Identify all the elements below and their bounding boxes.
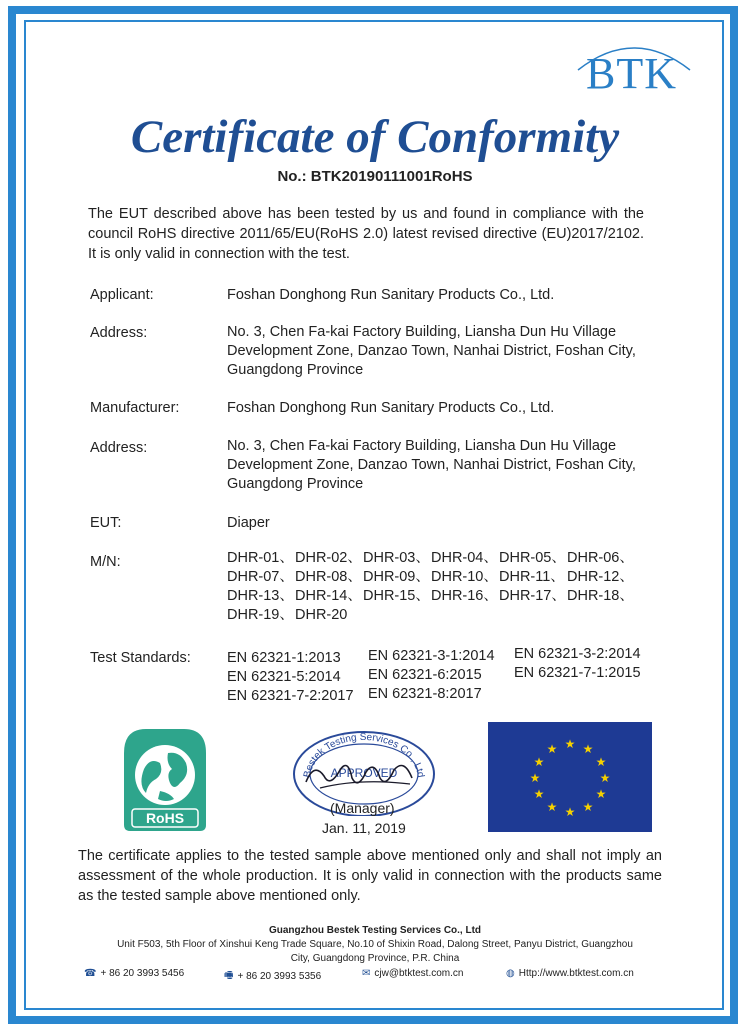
standards-label: Test Standards:	[90, 650, 191, 666]
model-number: DHR-18、	[567, 588, 634, 604]
manufacturer-value: Foshan Donghong Run Sanitary Products Co., Ltd.	[227, 400, 555, 416]
model-list	[227, 549, 647, 625]
footer-company: Guangzhou Bestek Testing Services Co., Ltd	[268, 925, 482, 936]
svg-text:★: ★	[546, 800, 558, 814]
manufacturer-address-value: No. 3, Chen Fa-kai Factory Building, Liansha Dun Hu Village Development Zone, Danzao Town, Nanhai District, Foshan City, Guangdong Province	[227, 438, 636, 492]
model-number: DHR-19、	[227, 607, 294, 623]
fax-text: + 86 20 3993 5356	[237, 971, 322, 982]
model-number: DHR-12、	[567, 569, 634, 585]
svg-text:★: ★	[564, 737, 576, 751]
model-number: DHR-11、	[499, 569, 565, 585]
standards-column	[227, 649, 354, 706]
certificate-title: Certificate of Conformity	[130, 111, 620, 163]
manufacturer-label: Manufacturer:	[90, 400, 180, 416]
manager-label: (Manager)	[330, 800, 395, 816]
model-number: DHR-06、	[567, 550, 634, 566]
stamp-ring-text: Bestek Testing Services Co., Ltd	[302, 731, 426, 779]
rohs-badge-text: RoHS	[145, 810, 185, 826]
applicant-address-label: Address:	[90, 325, 148, 341]
phone-icon: ☎	[84, 968, 97, 979]
model-number: DHR-10、	[431, 569, 498, 585]
btk-logo: BTK	[586, 49, 677, 98]
globe-icon: ◍	[506, 968, 515, 979]
standard-item: EN 62321-6:2015	[368, 667, 482, 683]
model-number: DHR-15、	[363, 588, 430, 604]
svg-text:★: ★	[582, 800, 594, 814]
eut-value: Diaper	[227, 515, 270, 531]
mn-label: M/N:	[90, 554, 121, 570]
footer-website	[506, 968, 634, 979]
svg-text:★: ★	[533, 755, 545, 769]
model-number: DHR-08、	[295, 569, 362, 585]
eut-label: EUT:	[90, 515, 122, 531]
footer-fax	[224, 968, 321, 985]
rohs-logo	[120, 723, 210, 833]
footer-phone	[84, 968, 184, 979]
svg-text:★: ★	[595, 755, 607, 769]
certificate-number: No.: BTK20190111001RoHS	[277, 168, 473, 185]
model-number: DHR-07、	[227, 569, 294, 585]
svg-text:★: ★	[599, 771, 611, 785]
svg-text:★: ★	[595, 787, 607, 801]
fax-icon: 🖷	[224, 970, 234, 981]
email-text[interactable]: cjw@btktest.com.cn	[374, 968, 464, 979]
model-number: DHR-20	[295, 607, 348, 623]
model-number: DHR-05、	[499, 550, 566, 566]
svg-text:★: ★	[582, 742, 594, 756]
svg-text:★: ★	[529, 771, 541, 785]
footer-address: Unit F503, 5th Floor of Xinshui Keng Trade Square, No.10 of Shixin Road, Dalong Street, Panyu District, Guangzhou City, Guangdong Province, P.R. China	[117, 939, 633, 964]
standard-item: EN 62321-3-1:2014	[368, 648, 495, 664]
model-number: DHR-16、	[431, 588, 498, 604]
closing-paragraph: The certificate applies to the tested sample above mentioned only and shall not imply an assessment of the whole production. It is only valid in connection with the products same as the tested sample above mentioned only.	[78, 848, 662, 904]
model-number: DHR-02、	[295, 550, 362, 566]
svg-text:★: ★	[533, 787, 545, 801]
email-icon: ✉	[362, 968, 371, 979]
standard-item: EN 62321-7-2:2017	[227, 688, 354, 704]
model-number: DHR-17、	[499, 588, 566, 604]
manufacturer-address-label: Address:	[90, 440, 148, 456]
model-number: DHR-14、	[295, 588, 362, 604]
standard-item: EN 62321-7-1:2015	[514, 665, 641, 681]
model-number: DHR-04、	[431, 550, 498, 566]
standard-item: EN 62321-1:2013	[227, 650, 341, 666]
applicant-value: Foshan Donghong Run Sanitary Products Co., Ltd.	[227, 287, 555, 303]
model-number: DHR-03、	[363, 550, 430, 566]
applicant-address-value: No. 3, Chen Fa-kai Factory Building, Liansha Dun Hu Village Development Zone, Danzao Town, Nanhai District, Foshan City, Guangdong Province	[227, 324, 636, 378]
stamp-approved-text: APPROVED	[330, 766, 398, 780]
model-number: DHR-01、	[227, 550, 294, 566]
footer-email	[362, 968, 463, 979]
applicant-label: Applicant:	[90, 287, 154, 303]
standard-item: EN 62321-5:2014	[227, 669, 341, 685]
issue-date: Jan. 11, 2019	[322, 820, 406, 836]
model-number: DHR-13、	[227, 588, 294, 604]
website-link[interactable]: Http://www.btktest.com.cn	[518, 968, 634, 979]
svg-text:★: ★	[564, 805, 576, 819]
eu-flag	[488, 722, 652, 832]
standards-column	[368, 647, 495, 704]
standards-column	[514, 645, 641, 683]
svg-text:★: ★	[546, 742, 558, 756]
phone-text: + 86 20 3993 5456	[100, 968, 185, 979]
signature	[300, 748, 420, 798]
intro-paragraph: The EUT described above has been tested by us and found in compliance with the council RoHS directive 2011/65/EU(RoHS 2.0) latest revised directive (EU)2017/2102. It is only valid in connection with the test.	[88, 206, 644, 262]
model-number: DHR-09、	[363, 569, 430, 585]
standard-item: EN 62321-8:2017	[368, 686, 482, 702]
standard-item: EN 62321-3-2:2014	[514, 646, 641, 662]
